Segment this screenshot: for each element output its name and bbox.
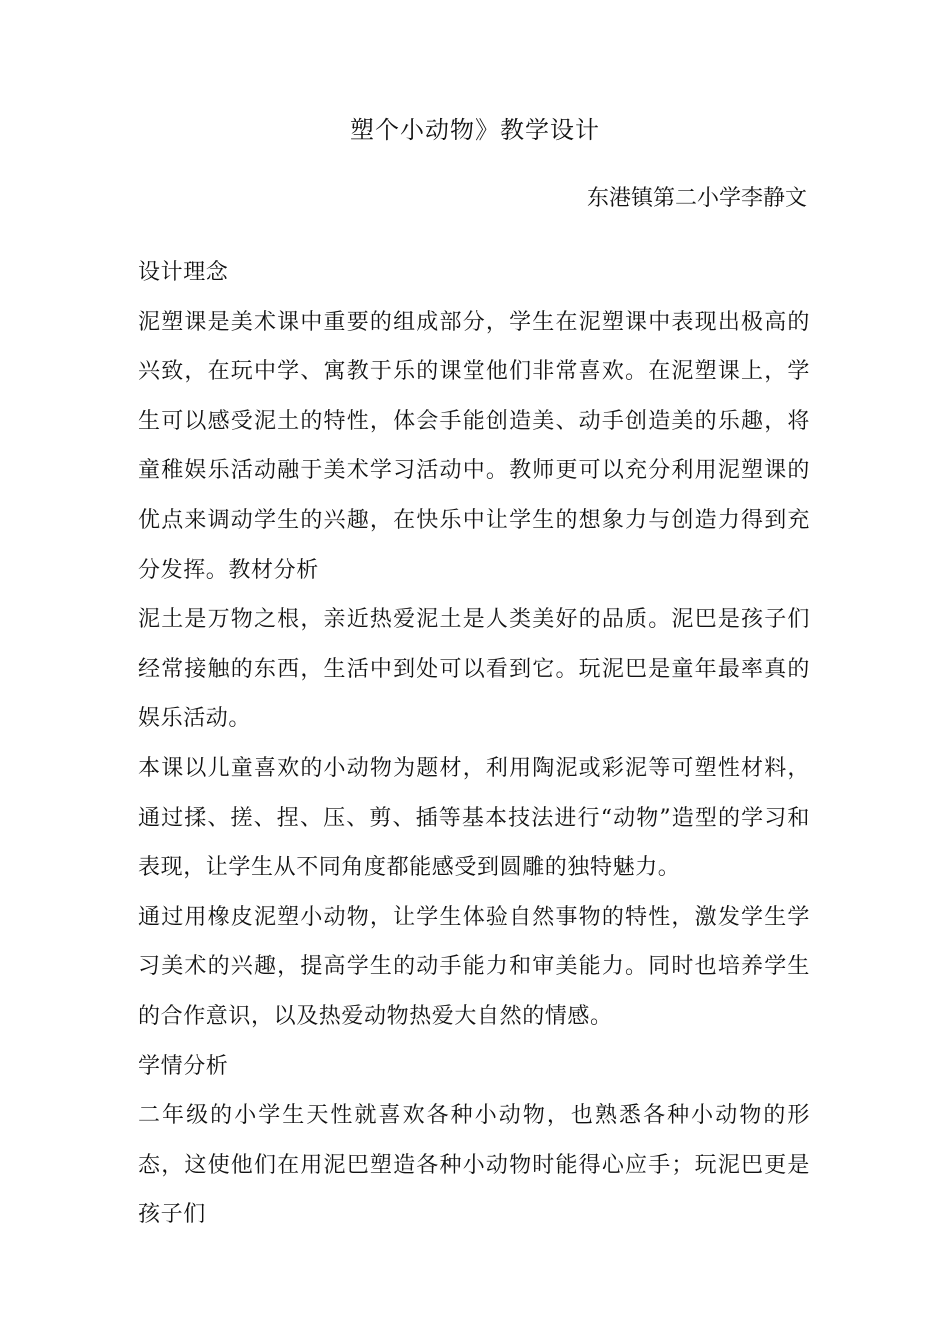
paragraph-concept: 泥塑课是美术课中重要的组成部分，学生在泥塑课中表现出极高的兴致，在玩中学、寓教于乐的课堂他们非常喜欢。在泥塑课上，学生可以感受泥土的特性，体会手能创造美、动手创造美的乐趣，将童稚娱乐活动融于美术学习活动中。教师更可以充分利用泥塑课的优点来调动学生的兴趣，在快乐中让学生的想象力与创造力得到充分发挥。教材分析 <box>138 309 810 583</box>
paragraph-lesson: 本课以儿童喜欢的小动物为题材，利用陶泥或彩泥等可塑性材料，通过揉、搓、捏、压、剪、插等基本技法进行“动物”造型的学习和表现，让学生从不同角度都能感受到圆雕的独特魅力。 <box>138 755 810 881</box>
document-author: 东港镇第二小学李静文 <box>586 186 807 211</box>
paragraph-clay: 泥土是万物之根，亲近热爱泥土是人类美好的品质。泥巴是孩子们经常接触的东西，生活中到处可以看到它。玩泥巴是童年最率真的娱乐活动。 <box>138 607 810 732</box>
paragraph-students: 二年级的小学生天性就喜欢各种小动物，也熟悉各种小动物的形态，这使他们在用泥巴塑造各种小动物时能得心应手；玩泥巴更是孩子们 <box>138 1103 810 1228</box>
heading-student-analysis: 学情分析 <box>138 1053 229 1079</box>
document-title: 塑个小动物》教学设计 <box>350 116 600 144</box>
heading-design-concept: 设计理念 <box>138 260 229 285</box>
paragraph-goals: 通过用橡皮泥塑小动物，让学生体验自然事物的特性，激发学生学习美术的兴趣，提高学生的动手能力和审美能力。同时也培养学生的合作意识，以及热爱动物热爱大自然的情感。 <box>138 904 810 1029</box>
document-body <box>138 248 810 1240</box>
